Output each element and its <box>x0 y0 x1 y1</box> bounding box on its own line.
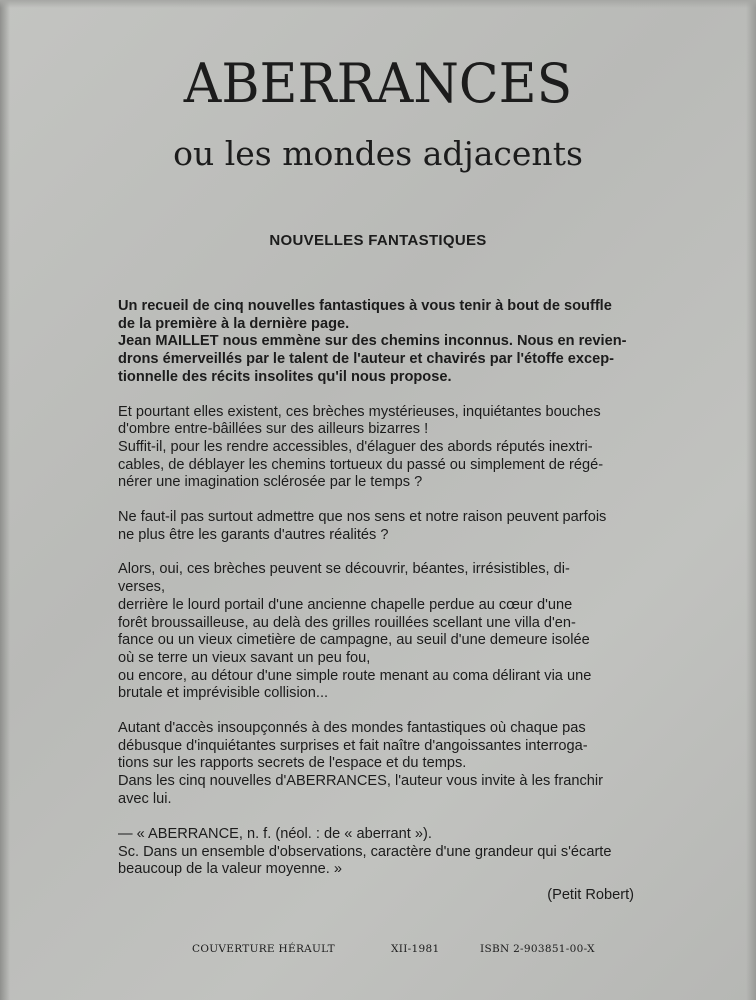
blurb-line: tionnelle des récits insolites qu'il nous propose. <box>118 368 452 385</box>
blurb-line: débusque d'inquiétantes surprises et fait naître d'angoissantes interroga- <box>118 737 588 754</box>
genre-heading: NOUVELLES FANTASTIQUES <box>269 232 487 249</box>
blurb-line: brutale et imprévisible collision... <box>118 685 329 702</box>
blurb-line: drons émerveillés par le talent de l'auteur et chavirés par l'étoffe excep- <box>118 351 615 368</box>
blurb-line: fance ou un vieux cimetière de campagne, au seuil d'une demeure isolée <box>118 632 590 649</box>
blurb-line: Dans les cinq nouvelles d'ABERRANCES, l'auteur vous invite à les franchir <box>118 773 603 790</box>
colophon <box>0 943 756 959</box>
blurb <box>118 298 638 826</box>
blurb-line: Suffit-il, pour les rendre accessibles, d'élaguer des abords réputés inextri- <box>118 438 593 455</box>
blurb-line: Ne faut-il pas surtout admettre que nos sens et notre raison peuvent parfois <box>118 509 607 526</box>
blurb-line: de la première à la dernière page. <box>118 315 350 332</box>
dictionary-definition <box>118 826 638 905</box>
cover-credit: COUVERTURE HÉRAULT <box>192 943 335 955</box>
top-page-edge <box>0 0 756 8</box>
blurb-line: tions sur les rapports secrets de l'espace et du temps. <box>118 755 467 772</box>
blurb-line: où se terre un vieux savant un peu fou, <box>118 649 371 666</box>
publication-date: XII-1981 <box>391 943 440 955</box>
blurb-line: Alors, oui, ces brèches peuvent se découvrir, béantes, irrésistibles, di- <box>118 561 570 578</box>
blurb-lead-paragraph <box>118 298 638 387</box>
definition-line: beaucoup de la valeur moyenne. » <box>118 861 342 878</box>
definition-source: (Petit Robert) <box>547 887 634 904</box>
blurb-paragraph <box>118 720 638 809</box>
blurb-line: derrière le lourd portail d'une ancienne chapelle perdue au cœur d'une <box>118 596 573 613</box>
blurb-line: Et pourtant elles existent, ces brèches mystérieuses, inquiétantes bouches <box>118 403 601 420</box>
blurb-line: avec lui. <box>118 790 172 807</box>
definition-text <box>118 826 638 879</box>
definition-line: Sc. Dans un ensemble d'observations, caractère d'une grandeur qui s'écarte <box>118 843 612 860</box>
isbn: ISBN 2-903851-00-X <box>480 943 595 955</box>
blurb-paragraph <box>118 404 638 493</box>
blurb-paragraph <box>118 561 638 703</box>
blurb-line: ne plus être les garants d'autres réalités ? <box>118 526 389 543</box>
blurb-line: Jean MAILLET nous emmène sur des chemins inconnus. Nous en revien- <box>118 333 627 350</box>
blurb-line: cables, de déblayer les chemins tortueux du passé ou simplement de régé- <box>118 456 604 473</box>
blurb-line: Autant d'accès insoupçonnés à des mondes fantastiques où chaque pas <box>118 720 586 737</box>
blurb-paragraph <box>118 509 638 544</box>
blurb-line: verses, <box>118 579 166 596</box>
blurb-line: Un recueil de cinq nouvelles fantastiques à vous tenir à bout de souffle <box>118 298 612 314</box>
book-subtitle: ou les mondes adjacents <box>173 134 583 173</box>
blurb-line: d'ombre entre-bâillées sur des ailleurs bizarres ! <box>118 421 429 438</box>
definition-line: — « ABERRANCE, n. f. (néol. : de « aberrant »). <box>118 826 432 842</box>
blurb-line: forêt broussailleuse, au delà des grilles rouillées scellant une villa d'en- <box>118 614 576 631</box>
blurb-line: ou encore, au détour d'une simple route menant au coma délirant via une <box>118 667 592 684</box>
blurb-line: nérer une imagination sclérosée par le temps ? <box>118 474 423 491</box>
book-title: ABERRANCES <box>183 52 573 116</box>
